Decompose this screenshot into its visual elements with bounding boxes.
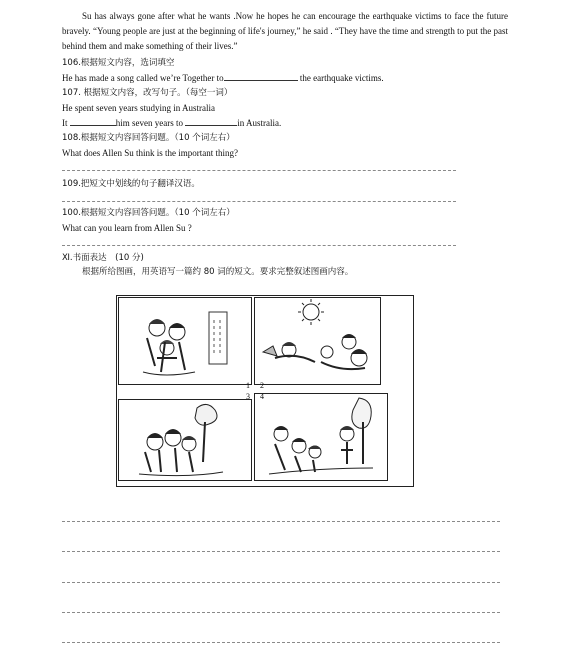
- q107-rewrite-a: It: [62, 118, 68, 128]
- picture-panel-1: [118, 297, 252, 385]
- writing-answer-line-1[interactable]: [62, 521, 500, 522]
- writing-instruction: 根据所给图画，用英语写一篇约 80 词的短文。要求完整叙述图画内容。: [82, 267, 354, 277]
- q107-blank-2[interactable]: [185, 117, 237, 126]
- q106-sentence-end: the earthquake victims.: [299, 73, 384, 83]
- q110-answer-line[interactable]: [62, 245, 456, 246]
- writing-heading: Ⅺ.书面表达 (10 分): [62, 253, 144, 263]
- q106-sentence: [62, 72, 384, 84]
- panel-1-illustration: [119, 298, 251, 384]
- picture-panel-2: [254, 297, 381, 385]
- writing-answer-line-5[interactable]: [62, 642, 500, 643]
- q110-question: What can you learn from Allen Su ?: [62, 223, 192, 233]
- panel-label-3: 3: [246, 392, 250, 401]
- panel-label-1: 1: [246, 381, 250, 390]
- passage-paragraph: Su has always gone after what he wants .Now he hopes he can encourage the earthquake victims to face the future bravely. “Young people are just at the beginning of life's journey,” he said . “They have the time and strength to put the past behind them and make something of their lives.”: [62, 11, 508, 51]
- q107-instruction: 107. 根据短文内容，改写句子。（每空一词）: [62, 88, 233, 98]
- q106-sentence-start: He has made a song called we’re Together to: [62, 73, 224, 83]
- panel-label-2: 2: [260, 381, 264, 390]
- q108-answer-line[interactable]: [62, 170, 456, 171]
- q107-rewrite: [62, 117, 281, 129]
- q107-rewrite-c: in Australia.: [237, 118, 282, 128]
- q108-instruction: 108.根据短文内容回答问题。（10 个词左右）: [62, 133, 235, 143]
- q109-instruction: 109.把短文中划线的句子翻译汉语。: [62, 179, 200, 189]
- panel-4-illustration: [255, 394, 387, 480]
- q106-instruction: 106.根据短文内容，选词填空: [62, 58, 175, 68]
- writing-answer-line-2[interactable]: [62, 551, 500, 552]
- panel-label-4: 4: [260, 392, 264, 401]
- panel-3-illustration: [119, 400, 251, 480]
- panel-2-illustration: [255, 298, 380, 384]
- q106-blank[interactable]: [224, 72, 298, 81]
- picture-panel-3: [118, 399, 252, 481]
- q107-blank-1[interactable]: [70, 117, 116, 126]
- q107-rewrite-b: him seven years to: [115, 118, 183, 128]
- q110-instruction: 100.根据短文内容回答问题。（10 个词左右）: [62, 208, 235, 218]
- q109-answer-line[interactable]: [62, 201, 456, 202]
- writing-answer-line-4[interactable]: [62, 612, 500, 613]
- q107-original: He spent seven years studying in Australia: [62, 103, 215, 113]
- q108-question: What does Allen Su think is the important thing?: [62, 148, 238, 158]
- picture-panel-4: [254, 393, 388, 481]
- writing-answer-line-3[interactable]: [62, 582, 500, 583]
